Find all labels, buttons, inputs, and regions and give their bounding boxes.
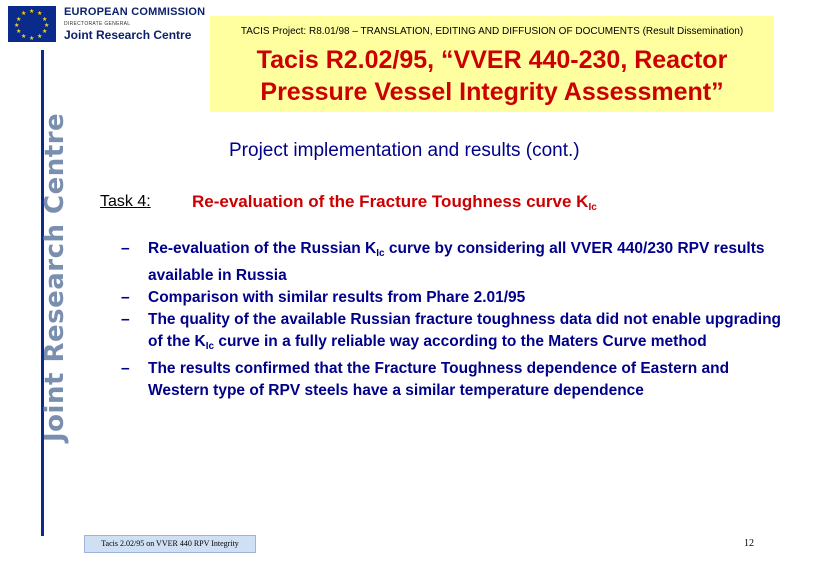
- task-title-text: Re-evaluation of the Fracture Toughness curve K: [192, 192, 589, 211]
- task-title: [192, 192, 597, 213]
- bullet-sub: Ic: [205, 341, 215, 352]
- bullet-text: curve in a fully reliable way according to the Maters Curve method: [214, 333, 707, 350]
- dg-name: DIRECTORATE GENERAL: [64, 21, 131, 27]
- project-subtitle: TACIS Project: R8.01/98 – TRANSLATION, EDITING AND DIFFUSION OF DOCUMENTS (Result Dissemination): [240, 26, 744, 37]
- jrc-logo: [8, 4, 208, 44]
- task-label-text: Task 4: [100, 193, 147, 210]
- section-title: Project implementation and results (cont.): [229, 140, 580, 161]
- bullet-text: The quality of the available Russian fracture toughness data did not enable upgrading of the K: [148, 311, 782, 350]
- title-line-1: Tacis R2.02/95, “VVER 440-230, Reactor: [256, 46, 728, 74]
- eu-flag-icon: ★ ★ ★ ★ ★ ★ ★ ★ ★ ★ ★ ★: [8, 6, 56, 42]
- page-number: 12: [744, 538, 754, 549]
- slide-title: [210, 44, 774, 108]
- bullet-dash: –: [121, 289, 130, 306]
- task-label-colon: :: [146, 193, 151, 210]
- bullet-sub: Ic: [376, 248, 385, 259]
- task-label: [100, 193, 151, 211]
- side-label: Joint Research Centre: [40, 112, 70, 442]
- bullet-dash: –: [121, 311, 130, 328]
- footer-tag: Tacis 2.02/95 on VVER 440 RPV Integrity: [84, 535, 256, 553]
- bullet-dash: –: [121, 240, 130, 257]
- ec-name: EUROPEAN COMMISSION: [64, 6, 206, 18]
- jrc-name: Joint Research Centre: [64, 28, 192, 42]
- bullet-text: The results confirmed that the Fracture Toughness dependence of Eastern and Western type of RPV steels have a similar temperature dependence: [148, 360, 730, 399]
- bullet-item: [121, 309, 781, 358]
- title-line-2: Pressure Vessel Integrity Assessment”: [260, 78, 724, 106]
- header-box: [210, 16, 774, 112]
- bullet-list: [121, 238, 781, 402]
- bullet-text: curve by considering all VVER 440/230 RPV results available in Russia: [148, 240, 765, 284]
- bullet-dash: –: [121, 360, 130, 377]
- bullet-item: [121, 238, 781, 287]
- bullet-item: [121, 287, 781, 309]
- task-title-sub: Ic: [588, 202, 597, 213]
- bullet-item: [121, 358, 781, 402]
- bullet-text: Comparison with similar results from Phare 2.01/95: [148, 289, 526, 306]
- bullet-text: Re-evaluation of the Russian K: [148, 240, 377, 257]
